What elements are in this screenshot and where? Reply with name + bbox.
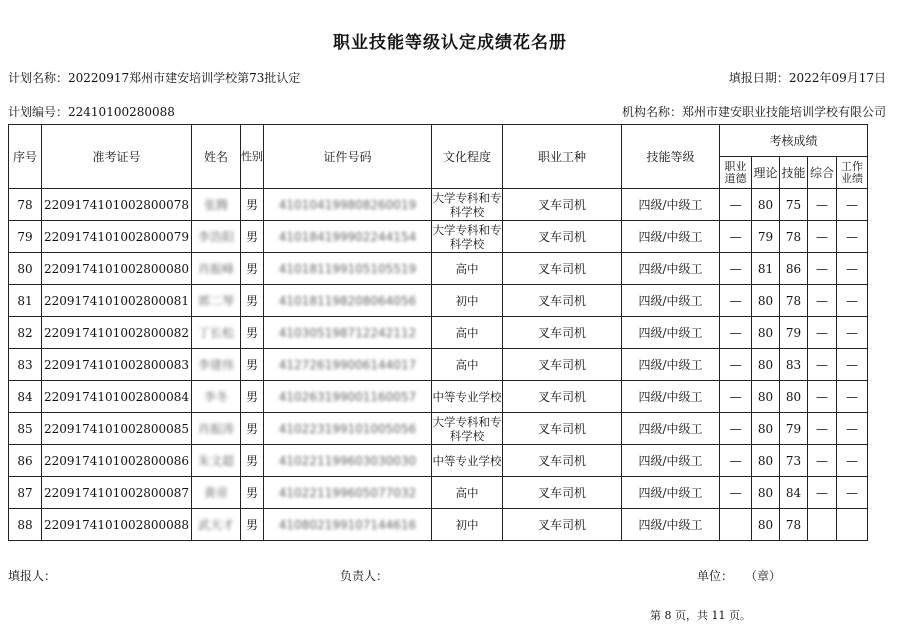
cell-ethics: —: [720, 189, 752, 221]
table-row: [9, 189, 868, 221]
cell-level: 四级/中级工: [622, 349, 720, 381]
cell-level: 四级/中级工: [622, 445, 720, 477]
cell-education: 中等专业学校: [432, 381, 503, 413]
cell-ethics: —: [720, 253, 752, 285]
cell-skill: 84: [780, 477, 808, 509]
cell-skill: 79: [780, 413, 808, 445]
cell-name-redacted: 李冬: [203, 390, 228, 404]
cell-name: [192, 349, 241, 381]
cell-ethics: —: [720, 285, 752, 317]
cell-theory: 80: [752, 349, 780, 381]
cell-name: [192, 381, 241, 413]
cell-work-performance: —: [837, 381, 868, 413]
fill-date-label: 填报日期：: [728, 71, 789, 85]
header-skill: 技能: [780, 157, 808, 189]
cell-work-performance: —: [837, 189, 868, 221]
cell-level: 四级/中级工: [622, 509, 720, 541]
cell-level: 四级/中级工: [622, 413, 720, 445]
cell-education: 高中: [432, 253, 503, 285]
cell-occupation: 叉车司机: [503, 221, 622, 253]
cell-occupation: 叉车司机: [503, 509, 622, 541]
cell-education: 初中: [432, 285, 503, 317]
cell-ethics: [720, 509, 752, 541]
cell-id-no-redacted: 410221199605077032: [278, 485, 417, 500]
cell-theory: 79: [752, 221, 780, 253]
cell-name: [192, 253, 241, 285]
cell-seq: 85: [9, 413, 42, 445]
cell-name-redacted: 丁长松: [197, 326, 234, 340]
cell-exam-no: 2209174101002800087: [42, 477, 192, 509]
cell-occupation: 叉车司机: [503, 477, 622, 509]
header-name: 姓名: [192, 125, 241, 189]
cell-education: 中等专业学校: [432, 445, 503, 477]
cell-id-no: [264, 349, 432, 381]
cell-name-redacted: 张腾: [203, 198, 228, 212]
cell-id-no: [264, 509, 432, 541]
cell-name: [192, 477, 241, 509]
cell-skill: 78: [780, 509, 808, 541]
table-row: [9, 509, 868, 541]
cell-education: 大学专科和专科学校: [432, 190, 502, 219]
plan-number-value: 22410100280088: [68, 105, 175, 119]
cell-id-no-redacted: 410223199101005056: [278, 421, 417, 436]
header-ethics: 职业道德: [720, 157, 752, 189]
cell-name: [192, 317, 241, 349]
cell-exam-no: 2209174101002800084: [42, 381, 192, 413]
cell-ethics: —: [720, 317, 752, 349]
header-id-no: 证件号码: [264, 125, 432, 189]
filler-label: 填报人：: [8, 569, 57, 583]
cell-id-no: [264, 413, 432, 445]
cell-level: 四级/中级工: [622, 189, 720, 221]
cell-work-performance: —: [837, 477, 868, 509]
table-row: [9, 381, 868, 413]
header-seq: 序号: [9, 125, 42, 189]
cell-education: 大学专科和专科学校: [432, 414, 502, 443]
cell-id-no-redacted: 410181199105105519: [278, 261, 417, 276]
cell-seq: 87: [9, 477, 42, 509]
cell-id-no: [264, 221, 432, 253]
score-roster-table: [8, 124, 868, 541]
cell-occupation: 叉车司机: [503, 381, 622, 413]
document-title: 职业技能等级认定成绩花名册: [333, 33, 567, 53]
cell-id-no: [264, 381, 432, 413]
table-row: [9, 221, 868, 253]
header-work-performance: 工作业绩: [837, 157, 868, 189]
cell-comprehensive: [808, 509, 837, 541]
cell-skill: 79: [780, 317, 808, 349]
cell-id-no: [264, 285, 432, 317]
cell-name: [192, 189, 241, 221]
cell-exam-no: 2209174101002800088: [42, 509, 192, 541]
cell-work-performance: —: [837, 317, 868, 349]
header-gender: 性别: [241, 125, 264, 189]
cell-name-redacted: 朱文超: [197, 454, 234, 468]
seal-label: （章）: [745, 569, 782, 583]
cell-gender: 男: [241, 221, 264, 253]
cell-education: 初中: [432, 509, 503, 541]
cell-seq: 88: [9, 509, 42, 541]
cell-comprehensive: —: [808, 349, 837, 381]
cell-occupation: 叉车司机: [503, 285, 622, 317]
cell-name: [192, 413, 241, 445]
cell-gender: 男: [241, 509, 264, 541]
header-theory: 理论: [752, 157, 780, 189]
cell-occupation: 叉车司机: [503, 349, 622, 381]
cell-skill: 80: [780, 381, 808, 413]
cell-name-redacted: 郭二琴: [197, 294, 234, 308]
plan-number: [8, 103, 175, 120]
header-exam-no: 准考证号: [42, 125, 192, 189]
unit-label: 单位：: [697, 569, 734, 583]
cell-ethics: —: [720, 349, 752, 381]
table-row: [9, 349, 868, 381]
cell-id-no: [264, 477, 432, 509]
org-name: 郑州市建安职业技能培训学校有限公司: [681, 105, 886, 119]
table-row: [9, 285, 868, 317]
cell-skill: 73: [780, 445, 808, 477]
cell-gender: 男: [241, 413, 264, 445]
plan-number-label: 计划编号：: [8, 105, 69, 119]
org-label: 机构名称：: [621, 105, 682, 119]
cell-theory: 80: [752, 509, 780, 541]
cell-name: [192, 221, 241, 253]
cell-exam-no: 2209174101002800083: [42, 349, 192, 381]
cell-theory: 80: [752, 317, 780, 349]
cell-seq: 80: [9, 253, 42, 285]
cell-occupation: 叉车司机: [503, 445, 622, 477]
cell-comprehensive: —: [808, 413, 837, 445]
cell-skill: 83: [780, 349, 808, 381]
cell-theory: 80: [752, 189, 780, 221]
cell-seq: 84: [9, 381, 42, 413]
cell-id-no: [264, 189, 432, 221]
cell-gender: 男: [241, 285, 264, 317]
cell-education: 高中: [432, 317, 503, 349]
cell-theory: 80: [752, 413, 780, 445]
fill-date: [729, 69, 886, 86]
table-row: [9, 317, 868, 349]
cell-name-redacted: 肖振峰: [197, 262, 234, 276]
cell-name: [192, 509, 241, 541]
plan-name-value: 20220917郑州市建安培训学校第73批认定: [68, 71, 301, 85]
cell-work-performance: —: [837, 349, 868, 381]
cell-comprehensive: —: [808, 221, 837, 253]
header-scores: 考核成绩: [720, 125, 868, 157]
cell-name-redacted: 李建伟: [197, 358, 234, 372]
cell-theory: 80: [752, 445, 780, 477]
table-row: [9, 445, 868, 477]
cell-exam-no: 2209174101002800082: [42, 317, 192, 349]
cell-comprehensive: —: [808, 285, 837, 317]
cell-id-no-redacted: 410263199001160057: [278, 389, 417, 404]
cell-comprehensive: —: [808, 189, 837, 221]
header-occupation: 职业工种: [503, 125, 622, 189]
cell-skill: 75: [780, 189, 808, 221]
cell-id-no-redacted: 410181198208064056: [278, 293, 417, 308]
cell-work-performance: —: [837, 221, 868, 253]
cell-occupation: 叉车司机: [503, 413, 622, 445]
cell-seq: 81: [9, 285, 42, 317]
cell-theory: 80: [752, 477, 780, 509]
cell-gender: 男: [241, 349, 264, 381]
cell-skill: 78: [780, 285, 808, 317]
table-row: [9, 253, 868, 285]
cell-comprehensive: —: [808, 477, 837, 509]
cell-theory: 81: [752, 253, 780, 285]
cell-theory: 80: [752, 381, 780, 413]
roster-body: [9, 189, 868, 541]
cell-id-no-redacted: 410221199603030030: [278, 453, 417, 468]
cell-seq: 83: [9, 349, 42, 381]
cell-work-performance: —: [837, 445, 868, 477]
header-education: 文化程度: [432, 125, 503, 189]
cell-exam-no: 2209174101002800079: [42, 221, 192, 253]
cell-id-no: [264, 445, 432, 477]
cell-education: 高中: [432, 349, 503, 381]
cell-ethics: —: [720, 445, 752, 477]
cell-occupation: 叉车司机: [503, 189, 622, 221]
cell-occupation: 叉车司机: [503, 317, 622, 349]
cell-exam-no: 2209174101002800081: [42, 285, 192, 317]
cell-level: 四级/中级工: [622, 477, 720, 509]
fill-date-value: 2022年09月17日: [788, 71, 886, 85]
header-comprehensive: 综合: [808, 157, 837, 189]
cell-comprehensive: —: [808, 381, 837, 413]
cell-name-redacted: 肖振涛: [197, 422, 234, 436]
cell-gender: 男: [241, 445, 264, 477]
cell-id-no-redacted: 412726199006144017: [278, 357, 417, 372]
cell-comprehensive: —: [808, 445, 837, 477]
cell-level: 四级/中级工: [622, 285, 720, 317]
page-info: 第 8 页，共 11 页。: [650, 609, 751, 622]
cell-work-performance: —: [837, 285, 868, 317]
responsible-label: 负责人：: [340, 569, 389, 583]
cell-ethics: —: [720, 221, 752, 253]
cell-exam-no: 2209174101002800085: [42, 413, 192, 445]
cell-name-redacted: 黄帝: [203, 486, 228, 500]
cell-name-redacted: 李浩阳: [197, 230, 234, 244]
cell-seq: 79: [9, 221, 42, 253]
table-row: [9, 477, 868, 509]
cell-level: 四级/中级工: [622, 253, 720, 285]
cell-id-no: [264, 317, 432, 349]
cell-exam-no: 2209174101002800080: [42, 253, 192, 285]
plan-name: [8, 69, 300, 86]
cell-ethics: —: [720, 413, 752, 445]
cell-level: 四级/中级工: [622, 381, 720, 413]
unit-field: [697, 567, 781, 584]
cell-id-no: [264, 253, 432, 285]
cell-work-performance: —: [837, 413, 868, 445]
cell-skill: 86: [780, 253, 808, 285]
cell-exam-no: 2209174101002800086: [42, 445, 192, 477]
cell-name-redacted: 武天才: [197, 518, 234, 532]
cell-seq: 82: [9, 317, 42, 349]
cell-theory: 80: [752, 285, 780, 317]
cell-education: 高中: [432, 477, 503, 509]
cell-comprehensive: —: [808, 317, 837, 349]
plan-name-label: 计划名称：: [8, 71, 69, 85]
cell-education: 大学专科和专科学校: [432, 222, 502, 251]
cell-occupation: 叉车司机: [503, 253, 622, 285]
cell-gender: 男: [241, 189, 264, 221]
cell-name: [192, 445, 241, 477]
organization: [622, 103, 886, 120]
cell-skill: 78: [780, 221, 808, 253]
cell-gender: 男: [241, 317, 264, 349]
header-level: 技能等级: [622, 125, 720, 189]
cell-ethics: —: [720, 477, 752, 509]
cell-name: [192, 285, 241, 317]
cell-ethics: —: [720, 381, 752, 413]
cell-id-no-redacted: 410305198712242112: [278, 325, 417, 340]
cell-id-no-redacted: 410184199902244154: [278, 229, 417, 244]
cell-gender: 男: [241, 477, 264, 509]
cell-level: 四级/中级工: [622, 221, 720, 253]
cell-seq: 78: [9, 189, 42, 221]
cell-id-no-redacted: 410802199107144616: [278, 517, 417, 532]
cell-work-performance: [837, 509, 868, 541]
cell-work-performance: —: [837, 253, 868, 285]
cell-id-no-redacted: 410104199808260019: [278, 197, 417, 212]
cell-gender: 男: [241, 253, 264, 285]
cell-comprehensive: —: [808, 253, 837, 285]
table-row: [9, 413, 868, 445]
cell-level: 四级/中级工: [622, 317, 720, 349]
cell-seq: 86: [9, 445, 42, 477]
cell-gender: 男: [241, 381, 264, 413]
cell-exam-no: 2209174101002800078: [42, 189, 192, 221]
